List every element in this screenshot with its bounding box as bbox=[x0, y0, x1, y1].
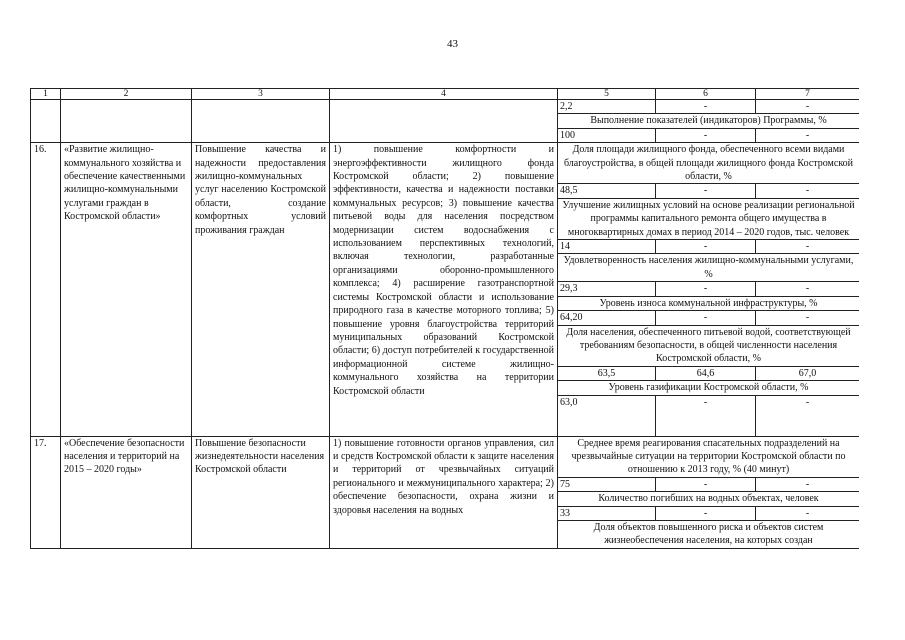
indicator-label: Доля площади жилищного фонда, обеспеченного всеми видами благоустройства, в общей площади жилищного фонда Костромской области, % bbox=[558, 143, 860, 184]
value-cell: 63,0 bbox=[558, 395, 656, 436]
indicator-label: Улучшение жилищных условий на основе реализации региональной программы капитального ремонта общего имущества в многоквартирных домах в период 2014 – 2020 годов, тыс. человек bbox=[558, 198, 860, 239]
value-cell: - bbox=[756, 184, 860, 198]
value-cell: - bbox=[756, 477, 860, 491]
value-cell: 75 bbox=[558, 477, 656, 491]
col-header: 4 bbox=[330, 89, 558, 100]
value-cell: - bbox=[656, 477, 756, 491]
row-number: 16. bbox=[31, 143, 61, 436]
indicator-label: Доля объектов повышенного риска и объектов систем жизнеобеспечения населения, на которых создан bbox=[558, 520, 860, 548]
value-cell: 64,20 bbox=[558, 311, 656, 325]
col-header: 5 bbox=[558, 89, 656, 100]
value-cell: - bbox=[656, 506, 756, 520]
program-tasks: 1) повышение готовности органов управления, сил и средств Костромской области к защите населения и территорий от чрезвычайных ситуаций регионального и межмуниципального характера; 2) обеспечение безопасности, охрана жизни и здоровья населения на водных bbox=[330, 436, 558, 548]
value-cell: - bbox=[756, 282, 860, 296]
indicator-label: Уровень газификации Костромской области, % bbox=[558, 381, 860, 395]
row-number: 17. bbox=[31, 436, 61, 548]
indicator-row bbox=[31, 436, 860, 477]
value-cell: 64,6 bbox=[656, 366, 756, 380]
program-table bbox=[30, 88, 859, 549]
value-cell: - bbox=[656, 282, 756, 296]
page-number: 43 bbox=[447, 38, 458, 50]
indicator-label: Уровень износа коммунальной инфраструктуры, % bbox=[558, 296, 860, 310]
value-cell: - bbox=[656, 128, 756, 142]
program-goal: Повышение качества и надежности предоставления жилищно-коммунальных услуг населению Костромской области, создание комфортных условий проживания граждан bbox=[192, 143, 330, 436]
col-header: 7 bbox=[756, 89, 860, 100]
col-header: 3 bbox=[192, 89, 330, 100]
table-frame bbox=[30, 88, 859, 608]
value-cell: - bbox=[756, 311, 860, 325]
indicator-label: Удовлетворенность населения жилищно-коммунальными услугами, % bbox=[558, 254, 860, 282]
empty-cell bbox=[31, 100, 61, 143]
value-cell: - bbox=[756, 240, 860, 254]
indicator-label: Количество погибших на водных объектах, человек bbox=[558, 492, 860, 506]
value-cell: - bbox=[756, 506, 860, 520]
value-cell: 63,5 bbox=[558, 366, 656, 380]
program-tasks: 1) повышение комфортности и энергоэффективности жилищного фонда Костромской области; 2) повышение эффективности, качества и надежности поставки коммунальных ресурсов; 3) повышение качества питьевой воды для населения посредством модернизации систем водоснабжения с использованием перспективных технологий, включая технологии, разработанные организациями оборонно-промышленного комплекса; 4) расширение газотранспортной системы Костромской области и использование природного газа в качестве моторного топлива; 5) повышение уровня благоустройства территорий муниципальных образований Костромской области; 6) доступ потребителей к государственной информационной системе жилищно-коммунального хозяйства на территории Костромской области bbox=[330, 143, 558, 436]
value-cell: - bbox=[756, 128, 860, 142]
value-cell: 67,0 bbox=[756, 366, 860, 380]
value-cell: - bbox=[656, 240, 756, 254]
value-cell: - bbox=[756, 395, 860, 436]
value-cell: 100 bbox=[558, 128, 656, 142]
indicator-label: Выполнение показателей (индикаторов) Программы, % bbox=[558, 114, 860, 128]
value-row bbox=[31, 100, 860, 114]
program-name: «Развитие жилищно-коммунального хозяйства и обеспечение качественными жилищно-коммунальными услугами граждан в Костромской области» bbox=[61, 143, 192, 436]
indicator-label: Среднее время реагирования спасательных подразделений на чрезвычайные ситуации на территории Костромской области по отношению к 2013 году, % (40 минут) bbox=[558, 436, 860, 477]
value-cell: 2,2 bbox=[558, 100, 656, 114]
empty-cell bbox=[192, 100, 330, 143]
empty-cell bbox=[330, 100, 558, 143]
col-header: 6 bbox=[656, 89, 756, 100]
empty-cell bbox=[61, 100, 192, 143]
value-cell: - bbox=[656, 184, 756, 198]
col-header: 1 bbox=[31, 89, 61, 100]
program-name: «Обеспечение безопасности населения и территорий на 2015 – 2020 годы» bbox=[61, 436, 192, 548]
program-goal: Повышение безопасности жизнедеятельности населения Костромской области bbox=[192, 436, 330, 548]
value-cell: - bbox=[656, 311, 756, 325]
value-cell: 29,3 bbox=[558, 282, 656, 296]
col-header: 2 bbox=[61, 89, 192, 100]
value-cell: - bbox=[756, 100, 860, 114]
indicator-label: Доля населения, обеспеченного питьевой водой, соответствующей требованиям безопасности, в общей численности населения Костромской области, % bbox=[558, 325, 860, 366]
header-row bbox=[31, 89, 860, 100]
value-cell: - bbox=[656, 100, 756, 114]
value-cell: 48,5 bbox=[558, 184, 656, 198]
value-cell: 33 bbox=[558, 506, 656, 520]
value-cell: - bbox=[656, 395, 756, 436]
indicator-row bbox=[31, 143, 860, 184]
value-cell: 14 bbox=[558, 240, 656, 254]
